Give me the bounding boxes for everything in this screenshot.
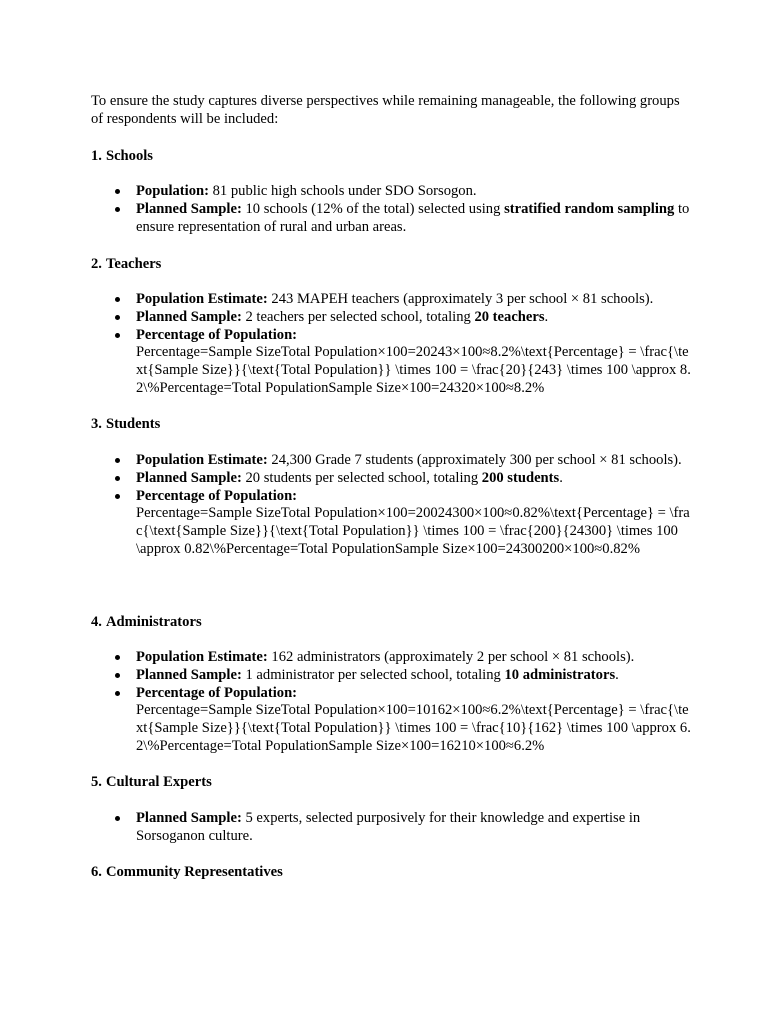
item-text: 20 students per selected school, totaling [241,469,482,486]
item-label: Planned Sample: [136,200,242,217]
list-item [91,183,691,201]
item-text: 5 experts, selected purposively for their knowledge and expertise in Sorsoganon culture. [136,810,641,844]
list-item [91,649,691,667]
item-bold-text: 10 administrators [504,666,616,683]
item-text: 162 administrators (approximately 2 per school × 81 schools). [267,649,635,665]
item-bold-text: stratified random sampling [504,200,675,217]
section-number: 3. [91,416,102,432]
section-heading-cultural-experts [91,774,212,792]
list-item [91,667,691,685]
administrators-list [91,649,691,756]
section-title: Community Representatives [105,864,283,880]
item-label: Planned Sample: [136,810,242,826]
list-item [91,810,691,846]
item-text: 10 schools (12% of the total) selected using [241,200,505,217]
section-heading-administrators [91,614,202,632]
list-item [91,309,691,327]
item-label: Planned Sample: [136,308,242,325]
section-title: Students [105,416,161,432]
section-number: 6. [91,864,102,880]
list-item [91,201,691,237]
item-label: Percentage of Population: [136,487,298,504]
item-label: Planned Sample: [136,469,242,486]
item-text: . [615,666,619,683]
item-label: Population Estimate: [136,452,268,468]
intro-paragraph: To ensure the study captures diverse perspectives while remaining manageable, the following groups of respondents will be included: [91,93,680,127]
list-item [91,470,691,488]
item-bold-text: 200 students [481,469,560,486]
section-title: Schools [105,148,153,164]
item-text: 24,300 Grade 7 students (approximately 300 per school × 81 schools). [267,452,682,468]
section-heading-community-representatives [91,864,283,882]
list-item [91,291,691,309]
item-text: . [559,469,563,486]
list-item [91,488,691,559]
list-item [91,327,691,398]
section-title: Teachers [105,256,162,272]
item-label: Planned Sample: [136,666,242,683]
schools-list [91,183,691,236]
percentage-formula: Percentage=Sample SizeTotal Population×100=10162×100≈6.2%\text{Percentage} = \frac{\text{Sample Size}}{\text{Total Population}} \times 100 = \frac{10}{162} \times 100 \approx 6.2\%Percentage=Total PopulationSample Size×100=16210×100≈6.2% [136,702,691,754]
section-number: 4. [91,614,102,630]
section-heading-students [91,416,160,434]
list-item [91,685,691,756]
item-text: 2 teachers per selected school, totaling [241,308,475,325]
percentage-formula: Percentage=Sample SizeTotal Population×100=20243×100≈8.2%\text{Percentage} = \frac{\text{Sample Size}}{\text{Total Population}} \times 100 = \frac{20}{243} \times 100 \approx 8.2\%Percentage=Total PopulationSample Size×100=24320×100≈8.2% [136,344,691,396]
percentage-formula: Percentage=Sample SizeTotal Population×100=20024300×100≈0.82%\text{Percentage} = \frac{\text{Sample Size}}{\text{Total Population}} \times 100 = \frac{200}{24300} \times 100 \approx 0.82\%Percentage=Total PopulationSample Size×100=24300200×100≈0.82% [136,505,690,557]
item-label: Population Estimate: [136,291,268,307]
students-list [91,452,691,559]
item-text: to ensure representation of rural and urban areas. [136,200,690,235]
item-bold-text: 20 teachers [474,308,545,325]
item-label: Population: [136,183,209,199]
item-text: 243 MAPEH teachers (approximately 3 per school × 81 schools). [267,291,654,307]
item-text: 1 administrator per selected school, totaling [241,666,505,683]
section-title: Cultural Experts [105,774,212,790]
section-heading-schools [91,148,153,166]
section-number: 1. [91,148,102,164]
section-number: 2. [91,256,102,272]
item-text: . [544,308,549,325]
section-number: 5. [91,774,102,790]
teachers-list [91,291,691,398]
cultural-experts-list [91,810,691,846]
item-label: Percentage of Population: [136,684,298,701]
item-label: Population Estimate: [136,649,268,665]
item-label: Percentage of Population: [136,326,298,343]
item-text: 81 public high schools under SDO Sorsogon. [208,183,477,199]
section-title: Administrators [105,614,202,630]
list-item [91,452,691,470]
section-heading-teachers [91,256,161,274]
